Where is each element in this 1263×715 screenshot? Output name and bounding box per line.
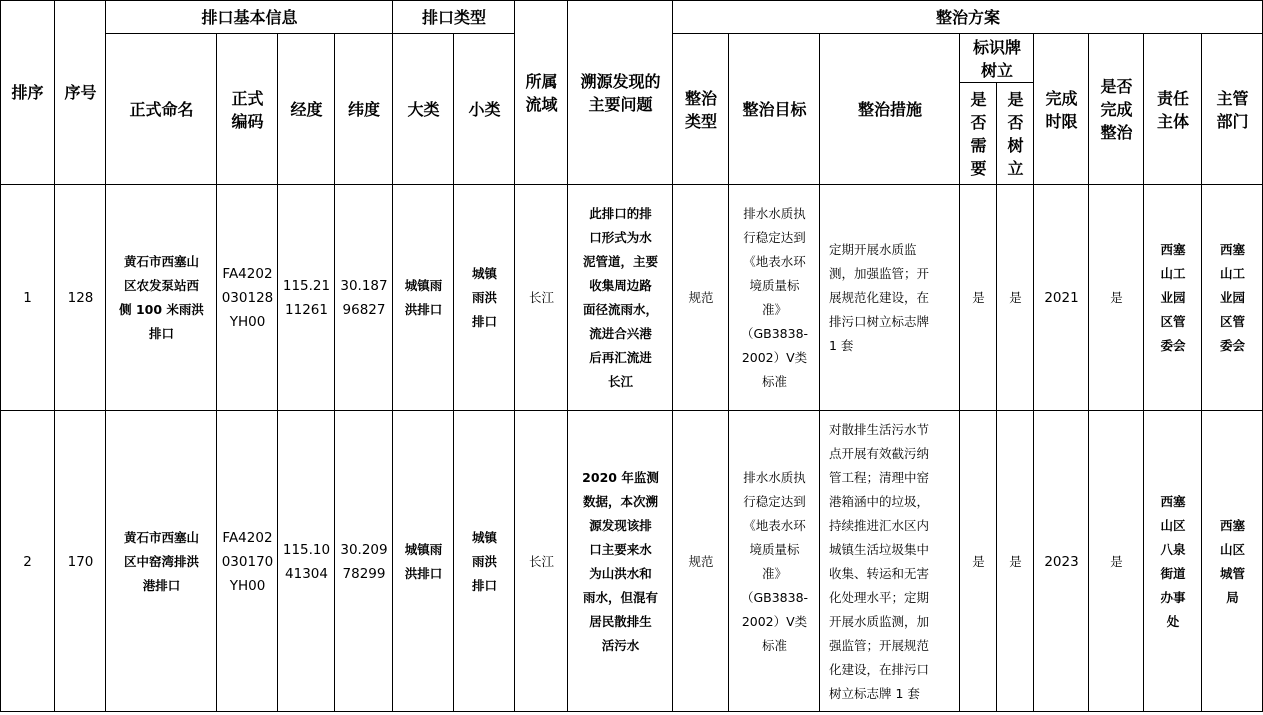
row2-goal: 排水水质执 行稳定达到 《地表水环 境质量标 准》 （GB3838- 2002）V类 标准 bbox=[740, 469, 809, 653]
row2-completed: 是 bbox=[1110, 553, 1123, 569]
row1-major-class: 城镇雨 洪排口 bbox=[404, 278, 443, 317]
row2-sign-set: 是 bbox=[1009, 553, 1022, 569]
header-responsible: 责任 主体 bbox=[1156, 88, 1189, 131]
row1-rank: 1 bbox=[23, 290, 32, 306]
row2-measures: 对散排生活污水节 点开展有效截污纳 管工程；清理中窑 港箱涵中的垃圾， 持续推进汇水区内 城镇生活垃圾集中 收集、转运和无害 化处理水平；定期 开展水质监测，加 强监管；开展规范 化建设，在排污口 树立标志牌 1 套 bbox=[829, 421, 930, 701]
header-sign: 标识牌 树立 bbox=[972, 37, 1021, 80]
row2-longitude: 115.10 41304 bbox=[282, 541, 331, 582]
row2-type: 规范 bbox=[688, 553, 714, 569]
row1-problem: 此排口的排 口形式为水 泥管道，主要 收集周边路 面径流雨水， 流进合兴港 后再汇流进 长江 bbox=[582, 206, 658, 389]
row1-department: 西塞 山工 业园 区管 委会 bbox=[1219, 242, 1245, 353]
row2-code: FA4202 030170 YH00 bbox=[221, 529, 274, 594]
header-longitude: 经度 bbox=[290, 100, 323, 119]
row2-problem: 2020 年监测 数据，本次溯 源发现该排 口主要来水 为山洪水和 雨水，但混有 居民散排生 活污水 bbox=[582, 469, 659, 653]
header-latitude: 纬度 bbox=[347, 100, 380, 119]
header-minor-class: 小类 bbox=[468, 100, 501, 119]
row1-goal: 排水水质执 行稳定达到 《地表水环 境质量标 准》 （GB3838- 2002）V类 标准 bbox=[740, 206, 809, 389]
header-problems: 溯源发现的 主要问题 bbox=[580, 71, 661, 114]
row1-name: 黄石市西塞山 区农发泵站西 侧 100 米雨洪 排口 bbox=[119, 254, 204, 341]
header-plan: 整治方案 bbox=[935, 7, 1000, 27]
header-department: 主管 部门 bbox=[1216, 88, 1249, 131]
row1-responsible: 西塞 山工 业园 区管 委会 bbox=[1160, 242, 1186, 353]
header-plan-type: 整治 类型 bbox=[684, 88, 717, 131]
header-sign-set: 是 否 树 立 bbox=[1007, 90, 1024, 178]
row1-sign-set: 是 bbox=[1009, 290, 1022, 305]
row1-basin: 长江 bbox=[528, 290, 554, 305]
header-rank: 排序 bbox=[11, 83, 44, 102]
header-serial: 序号 bbox=[64, 83, 97, 102]
row1-latitude: 30.187 96827 bbox=[340, 278, 388, 318]
header-formal-code: 正式 编码 bbox=[231, 88, 264, 131]
header-formal-name: 正式命名 bbox=[129, 100, 194, 119]
row2-rank: 2 bbox=[23, 553, 32, 570]
row1-sign-needed: 是 bbox=[972, 290, 985, 305]
row2-basin: 长江 bbox=[528, 553, 554, 569]
row2-sign-needed: 是 bbox=[972, 553, 985, 569]
row2-department: 西塞 山区 城管 局 bbox=[1219, 517, 1245, 605]
row2-major-class: 城镇雨 洪排口 bbox=[404, 541, 443, 581]
header-outlet-type: 排口类型 bbox=[421, 7, 486, 27]
row1-completed: 是 bbox=[1110, 290, 1123, 305]
row2-name: 黄石市西塞山 区中窑湾排洪 港排口 bbox=[123, 529, 199, 593]
row2-minor-class: 城镇 雨洪 排口 bbox=[471, 529, 497, 593]
row1-serial: 128 bbox=[67, 290, 94, 306]
row1-measures: 定期开展水质监 测，加强监管；开 展规范化建设，在 排污口树立标志牌 1 套 bbox=[829, 242, 930, 353]
header-sign-needed: 是 否 需 要 bbox=[970, 90, 987, 178]
header-plan-measures: 整治措施 bbox=[857, 100, 922, 119]
header-deadline: 完成 时限 bbox=[1045, 88, 1078, 131]
row1-deadline: 2021 bbox=[1044, 290, 1079, 306]
header-basic-info: 排口基本信息 bbox=[201, 7, 298, 27]
header-plan-goal: 整治目标 bbox=[742, 100, 807, 119]
row2-deadline: 2023 bbox=[1044, 553, 1079, 570]
row2-responsible: 西塞 山区 八泉 街道 办事 处 bbox=[1160, 493, 1186, 629]
header-major-class: 大类 bbox=[407, 100, 440, 119]
row1-minor-class: 城镇 雨洪 排口 bbox=[471, 266, 497, 329]
header-basin: 所属 流域 bbox=[525, 71, 558, 114]
row2-serial: 170 bbox=[67, 553, 94, 570]
row1-longitude: 115.21 11261 bbox=[282, 278, 331, 318]
row1-code: FA4202 030128 YH00 bbox=[221, 266, 274, 330]
row1-type: 规范 bbox=[688, 290, 714, 305]
header-completed: 是否 完成 整治 bbox=[1100, 77, 1133, 142]
row2-latitude: 30.209 78299 bbox=[340, 541, 388, 582]
